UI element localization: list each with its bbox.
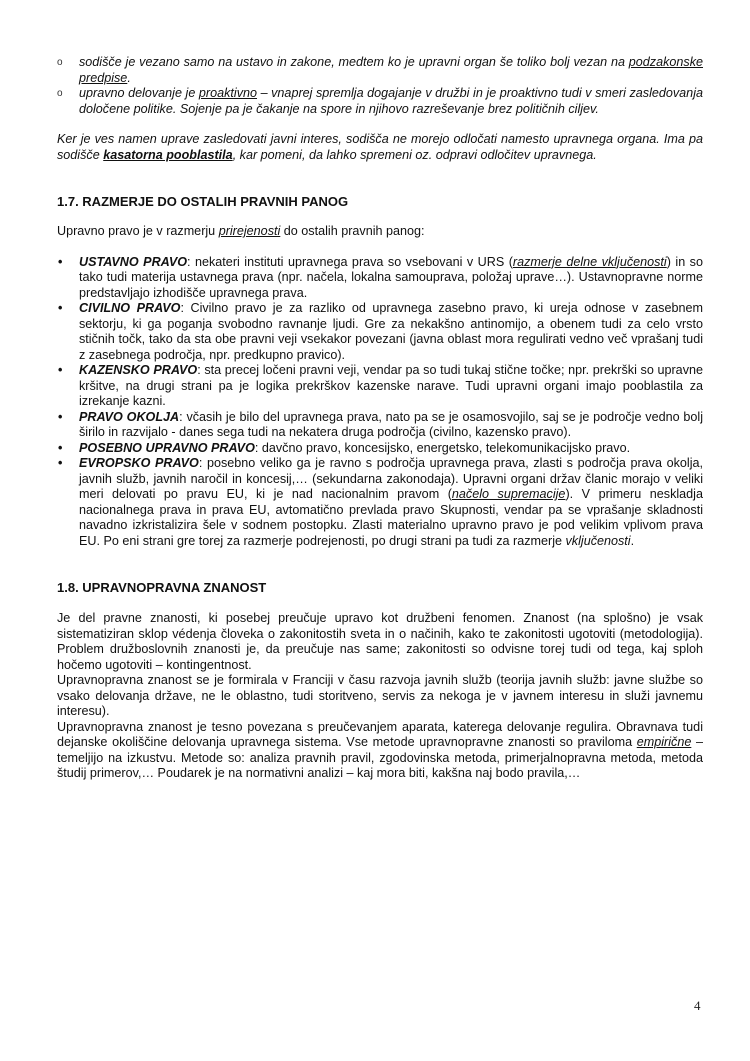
text-run: : sta precej ločeni pravni veji, vendar pa so tudi tukaj stične točke; npr. prekrški so upravne kršitve, na drugi strani pa je logika prekrškov kazenske narave. Tudi upravni organi imajo pooblastila za izrekanje kazni. — [79, 363, 703, 408]
emphasized-term: podzakonske predpise — [79, 55, 703, 85]
list-item — [57, 55, 703, 86]
text-run: PRAVO OKOLJA — [79, 409, 180, 424]
text-run: CIVILNO PRAVO — [79, 301, 181, 315]
text-run: vključenosti — [565, 533, 631, 548]
section-1-7-lead — [57, 224, 703, 240]
emphasized-term: načelo supremacije — [451, 487, 566, 501]
emphasized-term: empirične — [636, 735, 692, 749]
text-run: ) in so tako tudi materija ustavnega prava (npr. načela, lokalna samouprava, položaj uprave…). Ustavnopravne norme predstavljajo izhodišče upravnega prava. — [79, 254, 703, 300]
text-run: : davčno pravo, koncesijsko, energetsko, telekomunikacijsko pravo. — [254, 440, 631, 455]
emphasized-term: prirejenosti — [218, 224, 281, 238]
list-item-civilno-pravo — [57, 301, 703, 363]
text-run: – temeljijo na izkustvu. Metode so: analiza pravnih pravil, zgodovinska metoda, primerjalnopravna metoda, metoda študij primerov,… Poudarek je na normativni analizi – kaj mora biti, kakšna naj bodo pravila,… — [57, 735, 703, 780]
list-item-evropsko-pravo — [57, 456, 703, 549]
section-heading-1-7: 1.7. RAZMERJE DO OSTALIH PRAVNIH PANOG — [57, 194, 349, 209]
text-run: POSEBNO UPRAVNO PRAVO — [79, 440, 255, 455]
section-1-8-paragraph — [57, 611, 703, 673]
list-item-kazensko-pravo — [57, 363, 703, 410]
text-run: Upravnopravna znanost je tesno povezana s preučevanjem aparata, katerega delovanje regulira. Obravnava tudi dejanske okoliščine delovanja upravnega sistema. Vse metode upravnopravne znanosti so praviloma — [57, 719, 703, 749]
emphasized-term: kasatorna pooblastila — [103, 147, 233, 162]
text-run: EVROPSKO PRAVO — [79, 456, 199, 470]
bullet-icon: • — [58, 254, 63, 269]
bullet-icon: • — [58, 440, 63, 455]
list-item — [57, 86, 703, 117]
text-run: USTAVNO PRAVO — [79, 254, 188, 269]
text-run: Upravno pravo je v razmerju — [57, 224, 219, 238]
list-item-posebno-upravno-pravo — [57, 441, 703, 457]
intro-paragraph — [57, 132, 703, 163]
text-run: : včasih je bilo del upravnega prava, nato pa se je osamosvojilo, saj se je področje vedno bolj širilo in razvijalo - danes sega tudi na nekatera druga področja (civilno, kazensko pravo). — [79, 409, 704, 439]
emphasized-term: proaktivno — [198, 86, 258, 100]
section-heading-1-8: 1.8. UPRAVNOPRAVNA ZNANOST — [57, 580, 267, 595]
text-run: . — [630, 533, 635, 548]
text-run: : nekateri instituti upravnega prava so vsebovani v URS ( — [187, 254, 513, 269]
list-item-text — [79, 55, 703, 85]
text-run: ). V primeru neskladja nacionalnega prava in prava EU, avtomatično prevlada pravo Skupnosti, vendar pa se vprašanje skladnosti navadno izkristalizira šele v sodnem postopku. Zlasti materialno upravno pravo je pod velikim vplivom prava EU. Po eni strani gre torej za razmerje podrejenosti, po drugi strani pa tudi za razmerje — [79, 487, 703, 548]
page-number: 4 — [694, 998, 701, 1013]
text-run: . — [127, 70, 131, 85]
hollow-bullet-icon: o — [57, 57, 63, 68]
emphasized-term: razmerje delne vključenosti — [512, 254, 667, 269]
bullet-icon: • — [58, 363, 63, 377]
legal-branches-list — [57, 255, 703, 550]
bullet-icon: • — [58, 456, 63, 470]
hollow-bullet-icon: o — [57, 88, 63, 99]
text-run: : Civilno pravo je za razliko od upravnega zasebno pravo, ki ureja odnose v zasebnem sektorju, ki ga poganja svobodno ravnanje ljudi. Gre za nekakšno antinomijo, a obenem tudi za celo vrsto stičnih točk, tako da sta obe pravni veji vsekakor povezani (javna oblast mora regulirati vedno več vprašanj tudi z zasebnega področja, npr. predkupno pravico). — [79, 301, 703, 362]
list-item-ustavno-pravo — [57, 255, 703, 302]
document-page — [57, 55, 703, 782]
text-run: KAZENSKO PRAVO — [79, 363, 198, 377]
text-run: upravno delovanje je — [79, 86, 199, 100]
text-run: – vnaprej spremlja dogajanje v družbi in je proaktivno tudi v smeri zasledovanja določene politike. Sojenje pa je čakanje na spore in njihovo razreševanje brez političnih ciljev. — [79, 86, 703, 116]
text-run: : posebno veliko ga je ravno s področja upravnega prava, zlasti s področja prava okolja, javnih služb, javnih naročil in koncesij,… (sekundarna zakonodaja). Upravni organi držav članic morajo v veliki meri delovati po pravu EU, ki je nad nacionalnim pravom ( — [79, 456, 703, 501]
text-run: Ker je ves namen uprave zasledovati javni interes, sodišča ne morejo odločati namesto upravnega organa. Ima pa sodišče — [57, 132, 703, 162]
list-item-text — [79, 86, 703, 116]
bullet-icon: • — [58, 409, 63, 424]
section-1-8-paragraph — [57, 673, 703, 720]
bullet-icon: • — [58, 301, 63, 315]
text-run: sodišče je vezano samo na ustavo in zakone, medtem ko je upravni organ še toliko bolj vezan na — [79, 55, 629, 69]
text-run: Je del pravne znanosti, ki posebej preučuje upravo kot družbeni fenomen. Znanost (na splošno) je vsak sistematiziran sklop védenja človeka o zakonitostih sveta in o načinih, kako te zakonitosti ugotoviti (metodologija). Problem družboslovnih znanosti je, da preučuje nas same; zakonitosti so odvisne torej tudi od tega, kaj sploh hočemo ugotoviti – kontingentnost. — [57, 611, 703, 672]
text-run: do ostalih pravnih panog: — [280, 224, 425, 238]
list-item-pravo-okolja — [57, 410, 703, 441]
text-run: , kar pomeni, da lahko spremeni oz. odpravi odločitev upravnega. — [232, 147, 597, 162]
sub-bullet-list — [57, 55, 703, 117]
text-run: Upravnopravna znanost se je formirala v Franciji v času razvoja javnih služb (teorija javnih služb: javne službe so vsako delovanja države, ne le oblastno, tudi storitveno, servis za nekoga je v javnem interesu in služi javnemu interesu). — [57, 673, 703, 718]
section-1-8-paragraph — [57, 720, 703, 782]
